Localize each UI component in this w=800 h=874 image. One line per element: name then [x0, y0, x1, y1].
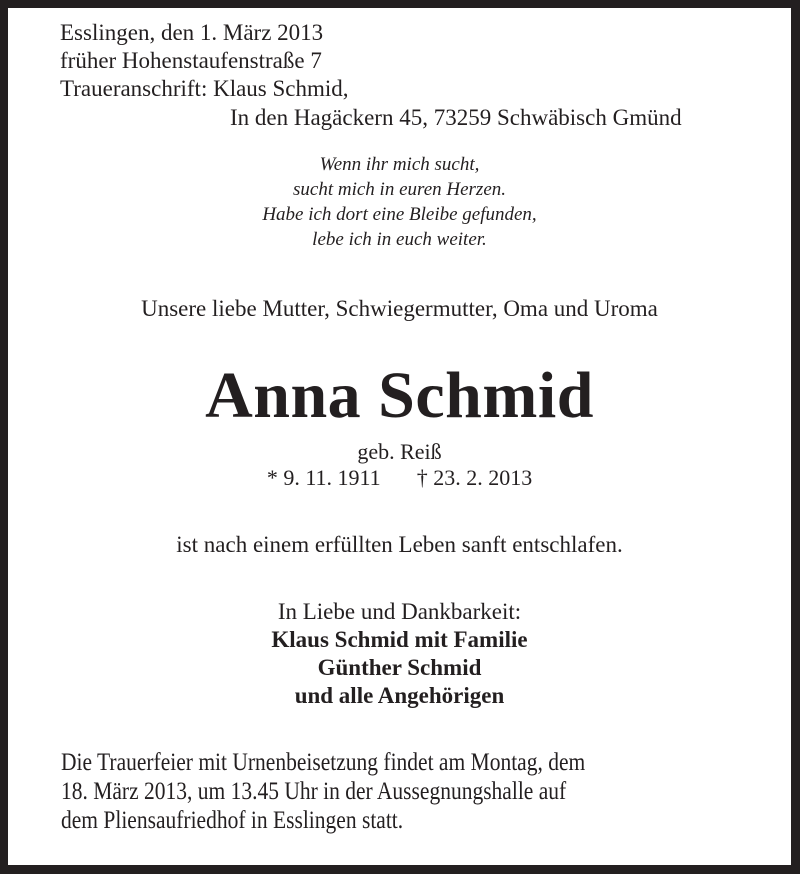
funeral-notice-line: Die Trauerfeier mit Urnenbeisetzung findet am Montag, dem — [61, 749, 586, 776]
death-date: † 23. 2. 2013 — [416, 465, 533, 490]
mourner-name: und alle Angehörigen — [294, 683, 505, 708]
place-date: Esslingen, den 1. März 2013 — [60, 20, 324, 45]
mourners-heading: In Liebe und Dankbarkeit: — [277, 599, 522, 624]
poem-line: sucht mich in euren Herzen. — [293, 179, 506, 200]
maiden-name: geb. Reiß — [357, 439, 442, 464]
statement: ist nach einem erfüllten Leben sanft entschlafen. — [176, 532, 623, 557]
deceased-name: Anna Schmid — [205, 359, 594, 432]
poem-line: lebe ich in euch weiter. — [312, 229, 487, 250]
funeral-notice-line: 18. März 2013, um 13.45 Uhr in der Aussegnungshalle auf — [61, 778, 567, 805]
mourner-name: Klaus Schmid mit Familie — [271, 627, 528, 652]
obituary-notice — [8, 8, 791, 865]
life-dates — [8, 465, 791, 491]
funeral-notice-line: dem Pliensaufriedhof in Esslingen statt. — [61, 807, 404, 834]
former-address: früher Hohenstaufenstraße 7 — [60, 48, 322, 73]
mourning-address-label: Traueranschrift: Klaus Schmid, — [60, 76, 349, 101]
poem-line: Wenn ihr mich sucht, — [319, 154, 480, 175]
birth-date: * 9. 11. 1911 — [266, 465, 381, 490]
intro-text: Unsere liebe Mutter, Schwiegermutter, Oma und Uroma — [141, 296, 658, 321]
mourning-address-street: In den Hagäckern 45, 73259 Schwäbisch Gmünd — [230, 105, 682, 130]
mourner-name: Günther Schmid — [317, 655, 482, 680]
poem-line: Habe ich dort eine Bleibe gefunden, — [262, 204, 537, 225]
